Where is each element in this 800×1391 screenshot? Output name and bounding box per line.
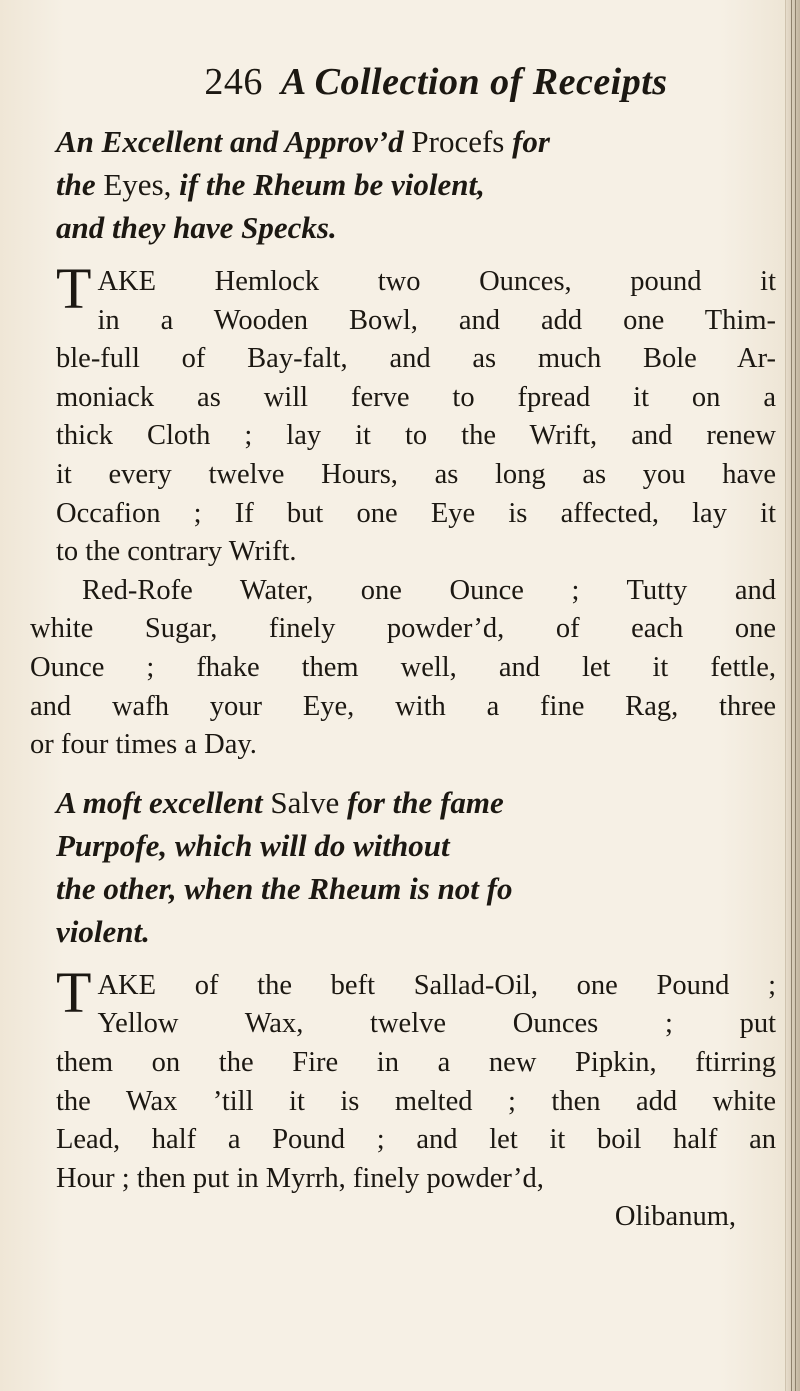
text-line: Red-Rofe Water, one Ounce ; Tutty and bbox=[82, 574, 776, 606]
text-line: TAKE Hemlock two Ounces, pound it bbox=[56, 256, 776, 321]
running-head bbox=[56, 56, 776, 108]
text-line: it every twelve Hours, as long as you have bbox=[56, 458, 776, 490]
heading-run: violent. bbox=[56, 913, 150, 949]
text-line: or four times a Day. bbox=[30, 729, 257, 761]
text-line: Yellow Wax, twelve Ounces ; put bbox=[97, 1008, 776, 1040]
heading-line bbox=[56, 206, 776, 249]
recipe-heading bbox=[56, 781, 776, 953]
heading-run: and they have Specks. bbox=[56, 210, 337, 245]
text-line: and wafh your Eye, with a fine Rag, three bbox=[30, 690, 776, 722]
heading-line bbox=[56, 120, 776, 163]
text-line: TAKE of the beft Sallad-Oil, one Pound ; bbox=[56, 959, 776, 1025]
recipe-paragraph bbox=[56, 256, 776, 572]
text-line: Hour ; then put in Myrrh, finely powder’d, bbox=[56, 1162, 544, 1194]
page-content bbox=[30, 56, 776, 1237]
recipe-paragraph bbox=[30, 572, 776, 765]
heading-run: An Excellent and Approv’d bbox=[56, 124, 412, 159]
heading-run: if the Rheum be violent, bbox=[179, 167, 485, 202]
running-title: A Collection of Receipts bbox=[280, 61, 668, 103]
heading-run: for bbox=[512, 124, 550, 159]
text-line: Ounce ; fhake them well, and let it fettle, bbox=[30, 651, 776, 683]
heading-run: for the fame bbox=[347, 784, 504, 820]
text-line: thick Cloth ; lay it to the Wrift, and renew bbox=[56, 420, 776, 452]
heading-line bbox=[56, 910, 776, 953]
page-edge bbox=[785, 0, 800, 1391]
text-line: moniack as will ferve to fpread it on a bbox=[56, 381, 776, 413]
text-line: ble-full of Bay-falt, and as much Bole Ar- bbox=[56, 343, 776, 375]
catchword: Olibanum, bbox=[614, 1201, 736, 1233]
heading-run: Purpofe, which will do without bbox=[56, 827, 450, 863]
text-line: Occafion ; If but one Eye is affected, lay it bbox=[56, 497, 776, 529]
heading-run: Salve bbox=[270, 784, 348, 820]
sections bbox=[30, 120, 776, 1198]
text-line: the Wax ’till it is melted ; then add white bbox=[56, 1085, 776, 1117]
text-line: them on the Fire in a new Pipkin, ftirring bbox=[56, 1046, 776, 1078]
heading-run: the other, when the Rheum is not fo bbox=[56, 870, 513, 906]
text-line: in a Wooden Bowl, and add one Thim- bbox=[97, 304, 776, 336]
heading-line bbox=[56, 867, 776, 910]
section-gap bbox=[56, 765, 776, 781]
heading-line bbox=[56, 781, 776, 824]
heading-line bbox=[56, 163, 776, 206]
heading-run: Eyes, bbox=[103, 167, 180, 202]
heading-run: Procefs bbox=[411, 124, 513, 159]
text-line: to the contrary Wrift. bbox=[56, 536, 297, 568]
recipe-heading bbox=[56, 120, 776, 249]
heading-run: A moft excellent bbox=[56, 784, 271, 820]
text-line: white Sugar, finely powder’d, of each one bbox=[30, 613, 776, 645]
recipe-paragraph bbox=[56, 959, 776, 1199]
page-number: 246 bbox=[204, 61, 263, 103]
heading-line bbox=[56, 824, 776, 867]
heading-run: the bbox=[56, 167, 104, 202]
text-line: Lead, half a Pound ; and let it boil half an bbox=[56, 1124, 776, 1156]
